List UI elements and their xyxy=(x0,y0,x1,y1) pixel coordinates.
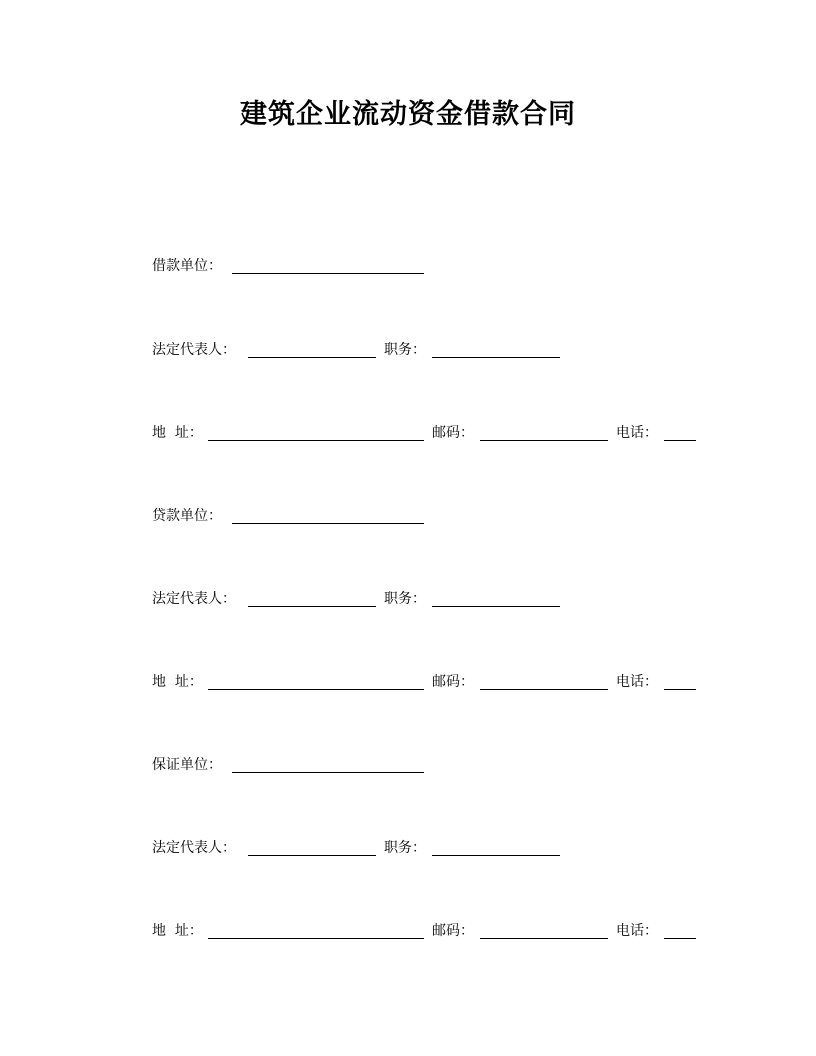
document-title: 建筑企业流动资金借款合同 xyxy=(240,99,576,130)
guarantor-rep-row xyxy=(152,836,712,860)
borrower-postcode-label: 邮码： xyxy=(432,425,474,441)
guarantor-postcode-label: 邮码： xyxy=(432,923,474,939)
borrower-phone-label: 电话： xyxy=(616,425,658,441)
guarantor-phone-blank[interactable] xyxy=(664,938,696,939)
lender-phone-blank[interactable] xyxy=(664,689,696,690)
lender-rep-row xyxy=(152,587,712,611)
guarantor-unit-row xyxy=(152,753,712,777)
borrower-position-label: 职务： xyxy=(384,342,426,358)
borrower-unit-blank[interactable] xyxy=(232,273,424,274)
guarantor-rep-label: 法定代表人： xyxy=(152,840,236,856)
borrower-unit-label: 借款单位： xyxy=(152,258,222,274)
guarantor-position-label: 职务： xyxy=(384,840,426,856)
lender-address-blank[interactable] xyxy=(208,689,424,690)
lender-unit-blank[interactable] xyxy=(232,523,424,524)
lender-address-row xyxy=(152,670,712,694)
lender-address-label: 地 址： xyxy=(152,674,203,690)
borrower-rep-row xyxy=(152,338,712,362)
borrower-rep-label: 法定代表人： xyxy=(152,342,236,358)
guarantor-position-blank[interactable] xyxy=(432,855,560,856)
lender-position-blank[interactable] xyxy=(432,606,560,607)
borrower-unit-row xyxy=(152,254,712,278)
lender-position-label: 职务： xyxy=(384,591,426,607)
borrower-address-label: 地 址： xyxy=(152,425,203,441)
lender-rep-label: 法定代表人： xyxy=(152,591,236,607)
borrower-phone-blank[interactable] xyxy=(664,440,696,441)
guarantor-address-blank[interactable] xyxy=(208,938,424,939)
borrower-address-row xyxy=(152,421,712,445)
borrower-rep-blank[interactable] xyxy=(248,357,376,358)
guarantor-unit-label: 保证单位： xyxy=(152,757,222,773)
lender-unit-row xyxy=(152,504,712,528)
guarantor-address-label: 地 址： xyxy=(152,923,203,939)
guarantor-rep-blank[interactable] xyxy=(248,855,376,856)
guarantor-address-row xyxy=(152,919,712,943)
lender-unit-label: 贷款单位： xyxy=(152,508,222,524)
lender-postcode-blank[interactable] xyxy=(480,689,608,690)
guarantor-unit-blank[interactable] xyxy=(232,772,424,773)
guarantor-postcode-blank[interactable] xyxy=(480,938,608,939)
lender-postcode-label: 邮码： xyxy=(432,674,474,690)
borrower-postcode-blank[interactable] xyxy=(480,440,608,441)
lender-phone-label: 电话： xyxy=(616,674,658,690)
lender-rep-blank[interactable] xyxy=(248,606,376,607)
borrower-address-blank[interactable] xyxy=(208,440,424,441)
borrower-position-blank[interactable] xyxy=(432,357,560,358)
guarantor-phone-label: 电话： xyxy=(616,923,658,939)
